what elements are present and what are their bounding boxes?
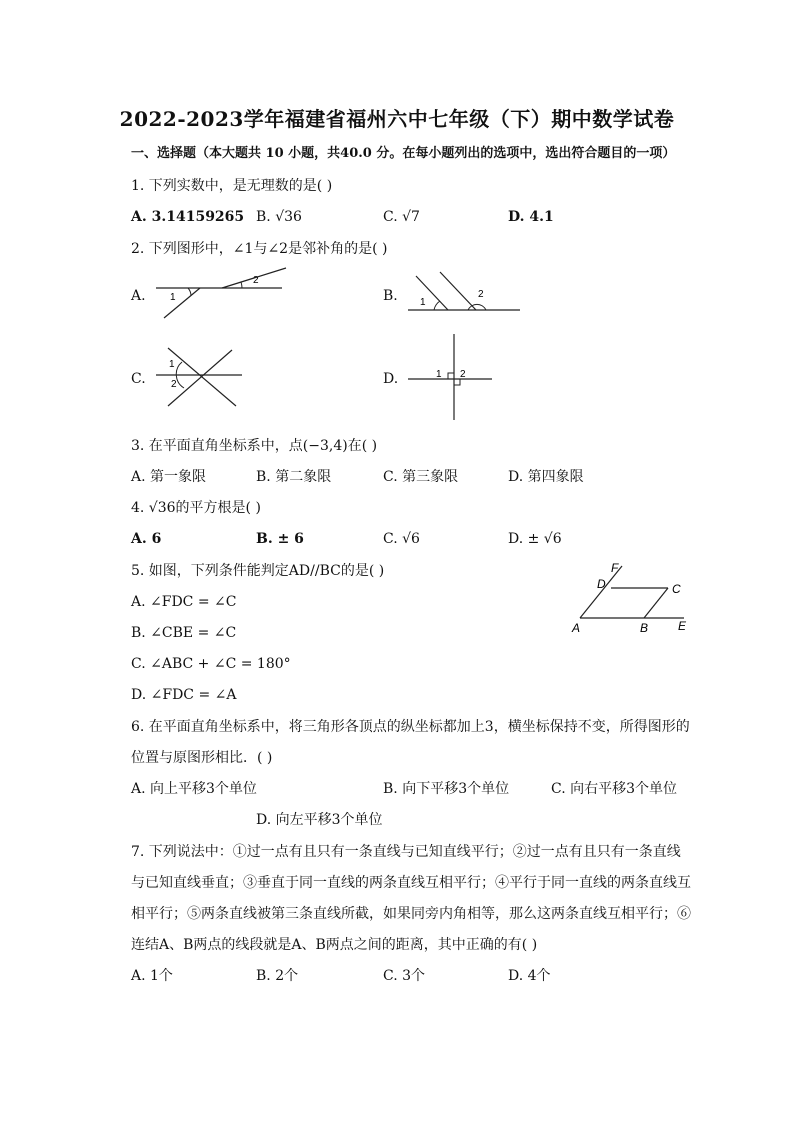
q3-option-b[interactable]: B. 第二象限 [256,469,332,485]
q2b-angle-1-label: 1 [420,297,426,308]
q3-option-c[interactable]: C. 第三象限 [383,469,459,485]
question-6-stem-line2: 位置与原图形相比．( ) [131,750,273,766]
q1-option-c[interactable]: C. √7 [383,209,420,225]
q4-option-a[interactable]: A. 6 [131,531,162,547]
q7-option-d[interactable]: D. 4个 [508,968,551,984]
q2-option-c[interactable]: C. [131,371,146,387]
q2b-angle-2-label: 2 [478,289,484,300]
q1-option-d[interactable]: D. 4.1 [508,209,554,225]
q2c-angle-2-label: 2 [171,379,177,390]
q1-option-b[interactable]: B. √36 [256,209,302,225]
q5-label-e: E [678,619,687,633]
q6-option-d[interactable]: D. 向左平移3个单位 [256,812,383,828]
section-heading: 一、选择题（本大题共 10 小题，共40.0 分。在每小题列出的选项中，选出符合题目的一项） [131,146,676,161]
q6-option-c[interactable]: C. 向右平移3个单位 [551,781,678,797]
q1-option-a[interactable]: A. 3.14159265 [131,209,245,225]
q5-option-b[interactable]: B. ∠CBE = ∠C [131,625,237,641]
q5-label-f: F [611,562,619,575]
q6-option-a[interactable]: A. 向上平移3个单位 [131,781,257,797]
q5-option-a[interactable]: A. ∠FDC = ∠C [131,594,237,610]
q2-figure-b [400,270,530,316]
q5-label-b: B [640,621,649,635]
question-7-stem-line4: 连结A、B两点的线段就是A、B两点之间的距离，其中正确的有( ) [131,937,538,953]
q4-option-b[interactable]: B. ± 6 [256,531,304,547]
q5-option-d[interactable]: D. ∠FDC = ∠A [131,687,237,703]
question-7-stem-line3: 相平行；⑤两条直线被第三条直线所截，如果同旁内角相等，那么这两条直线互相平行；⑥ [131,906,691,922]
q3-option-d[interactable]: D. 第四象限 [508,469,584,485]
question-5-stem: 5. 如图，下列条件能判定AD//BC的是( ) [131,563,385,579]
q2-figure-a [150,266,290,322]
q5-label-d: D [597,577,606,591]
q4-option-d[interactable]: D. ± √6 [508,531,562,547]
question-4-stem: 4. √36的平方根是( ) [131,500,261,516]
question-3-stem: 3. 在平面直角坐标系中，点(−3,4)在( ) [131,438,378,454]
question-7-stem-line1: 7. 下列说法中：①过一点有且只有一条直线与已知直线平行；②过一点有且只有一条直线 [131,844,681,860]
q4-option-c[interactable]: C. √6 [383,531,420,547]
question-7-stem-line2: 与已知直线垂直；③垂直于同一直线的两条直线互相平行；④平行于同一直线的两条直线互 [131,875,691,891]
q2-figure-c [150,344,250,408]
q2-option-a[interactable]: A. [131,288,146,304]
q2-option-b[interactable]: B. [383,288,398,304]
question-1-stem: 1. 下列实数中，是无理数的是( ) [131,178,333,194]
q5-parallelogram-figure [566,562,696,638]
q7-option-c[interactable]: C. 3个 [383,968,426,984]
exam-title: 2022-2023学年福建省福州六中七年级（下）期中数学试卷 [119,107,675,131]
question-6-stem-line1: 6. 在平面直角坐标系中，将三角形各顶点的纵坐标都加上3，横坐标保持不变，所得图形的 [131,719,690,735]
q5-label-a: A [572,621,581,635]
q7-option-b[interactable]: B. 2个 [256,968,299,984]
q7-option-a[interactable]: A. 1个 [131,968,173,984]
q5-label-c: C [672,582,681,596]
q3-option-a[interactable]: A. 第一象限 [131,469,207,485]
q2-option-d[interactable]: D. [383,371,399,387]
question-2-stem: 2. 下列图形中，∠1与∠2是邻补角的是( ) [131,241,388,257]
q2d-angle-2-label: 2 [460,369,466,380]
q2c-angle-1-label: 1 [169,359,175,370]
q2d-angle-1-label: 1 [436,369,442,380]
q2a-angle-1-label: 1 [170,292,176,303]
q5-option-c[interactable]: C. ∠ABC + ∠C = 180° [131,656,291,672]
q2a-angle-2-label: 2 [253,275,259,286]
q6-option-b[interactable]: B. 向下平移3个单位 [383,781,510,797]
q2-figure-d [404,332,496,422]
